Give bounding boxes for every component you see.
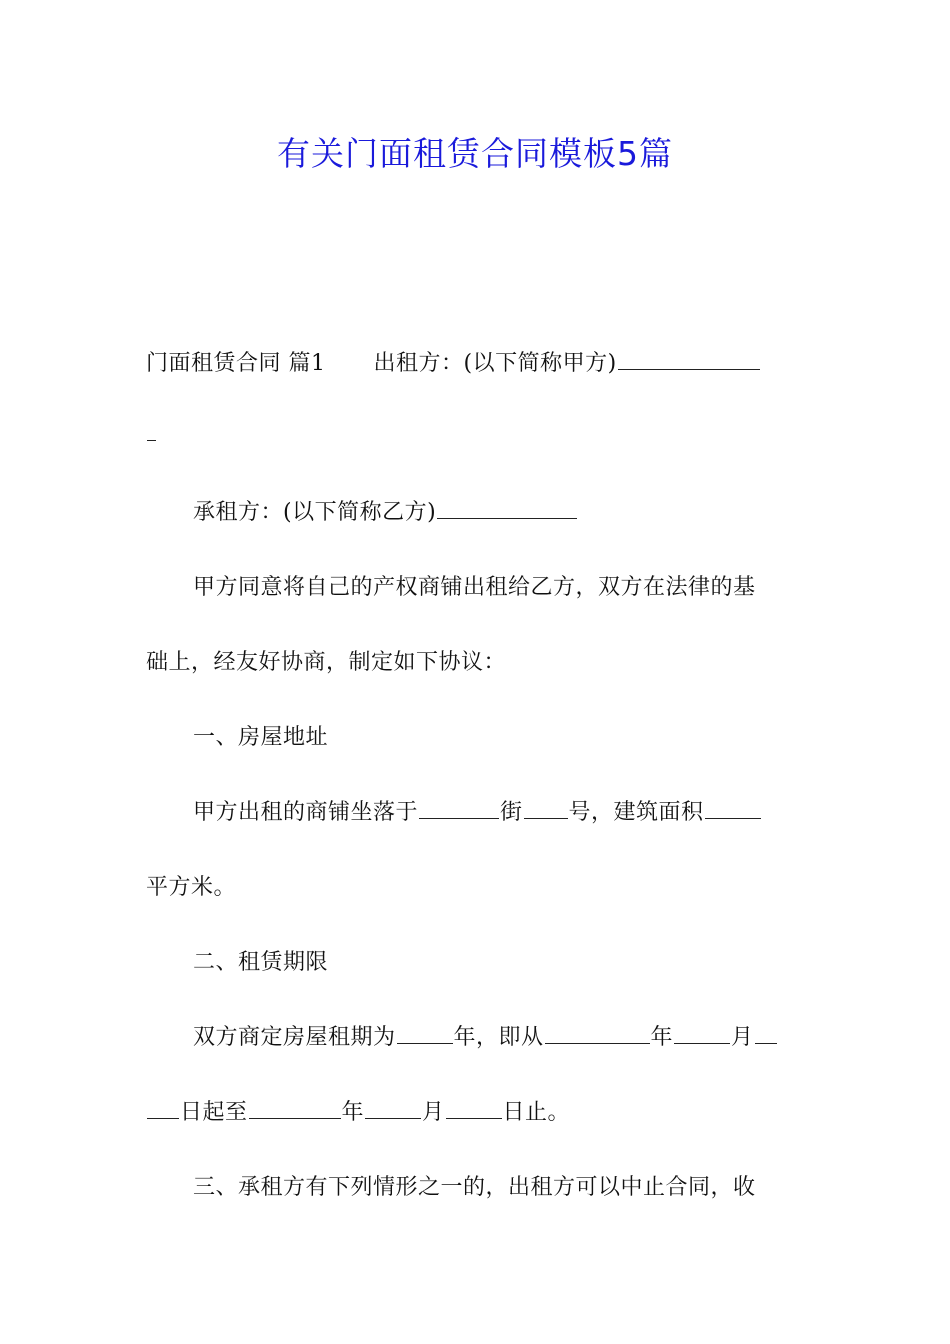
clause2-text-a: 双方商定房屋租期为: [193, 1025, 396, 1050]
number-blank: [524, 798, 568, 819]
clause1-heading: 一、房屋地址: [193, 725, 329, 750]
clause1-text-a: 甲方出租的商铺坐落于: [193, 800, 419, 825]
start-day-blank-tail: [147, 1098, 179, 1119]
start-day-blank: [755, 1023, 777, 1044]
lessor-blank: [618, 349, 760, 370]
end-year-blank: [249, 1098, 341, 1119]
clause2-text-f: 年: [341, 1100, 365, 1125]
term-years-blank: [397, 1023, 453, 1044]
lessee-label: 承租方：(以下简称乙方): [193, 500, 437, 525]
lessor-label: 出租方：(以下简称甲方): [373, 351, 617, 376]
clause1-text-b: 街: [500, 800, 523, 825]
clause3-line1: 三、承租方有下列情形之一的，出租方可以中止合同，收: [193, 1175, 756, 1200]
clause1-line2: 平方米。: [146, 875, 237, 900]
section-heading: 门面租赁合同 篇1: [146, 351, 326, 376]
end-day-blank: [446, 1098, 502, 1119]
end-month-blank: [365, 1098, 421, 1119]
start-year-blank: [545, 1023, 650, 1044]
intro-paragraph-line2: 础上，经友好协商，制定如下协议：: [146, 650, 507, 675]
contract-header-line: [146, 346, 761, 377]
street-blank: [419, 798, 499, 819]
clause2-text-e: 日起至: [180, 1100, 248, 1125]
clause2-line2: [146, 1095, 570, 1126]
clause2-text-h: 日止。: [502, 1100, 571, 1125]
start-month-blank: [674, 1023, 730, 1044]
area-blank: [705, 798, 761, 819]
clause2-heading: 二、租赁期限: [193, 950, 329, 975]
clause2-line1: [193, 1020, 778, 1051]
lessor-blank-tail: [147, 420, 156, 441]
document-title: 有关门面租赁合同模板5篇: [277, 134, 673, 173]
clause2-text-d: 月: [731, 1025, 754, 1050]
lessee-line: [193, 495, 578, 526]
clause2-text-c: 年: [650, 1025, 674, 1050]
lessor-blank-continuation: [146, 420, 157, 447]
clause1-text-c: 号，建筑面积: [568, 800, 704, 825]
clause1-line1: [193, 795, 762, 826]
clause2-text-g: 月: [422, 1100, 445, 1125]
intro-paragraph-line1: 甲方同意将自己的产权商铺出租给乙方，双方在法律的基: [193, 575, 756, 600]
clause2-text-b: 年，即从: [453, 1025, 544, 1050]
lessee-blank: [437, 498, 577, 519]
